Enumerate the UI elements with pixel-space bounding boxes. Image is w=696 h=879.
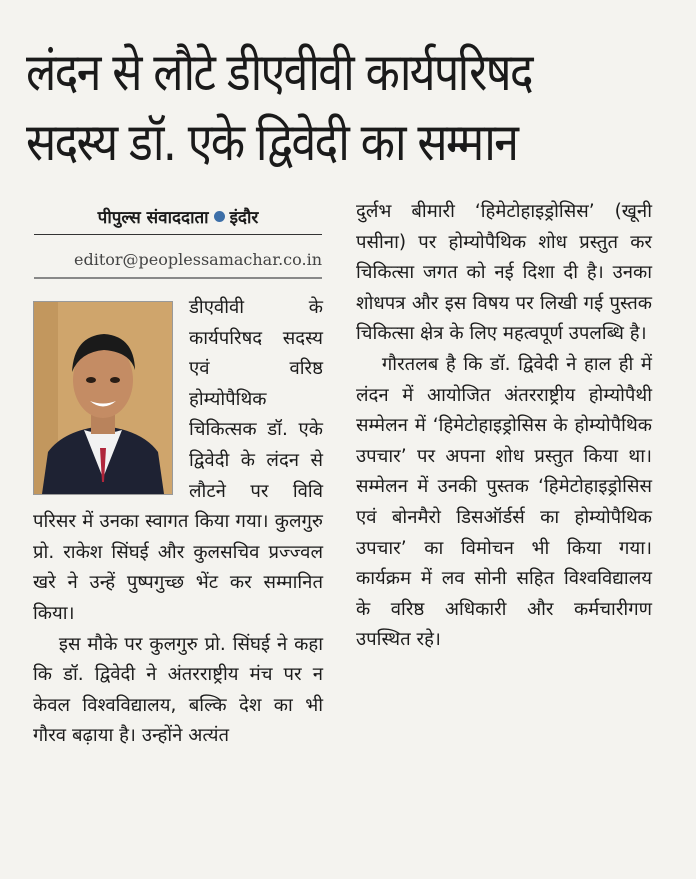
byline-city: इंदौर [229, 208, 259, 228]
email-address: editor@peoplessamachar.co.in [74, 250, 322, 269]
left-column [33, 293, 323, 752]
byline [34, 205, 322, 228]
email-divider [34, 277, 322, 279]
headline-line-1: लंदन से लौटे डीएवीवी कार्यपरिषद [26, 43, 532, 103]
headline-line-2: सदस्य डॉ. एके द्विवेदी का सम्मान [26, 113, 518, 173]
right-column [356, 197, 652, 656]
bullet-dot-icon [214, 211, 225, 222]
byline-reporter: पीपुल्स संवाददाता [97, 208, 209, 228]
byline-divider [34, 234, 322, 235]
right-paragraph-2: गौरतलब है कि डॉ. द्विवेदी ने हाल ही में लंदन में आयोजित अंतरराष्ट्रीय होम्योपैथी सम्मेलन में ‘हिमेटोहाइड्रोसिस के होम्योपैथिक उपचार’ पर अपना शोध प्रस्तुत किया था। सम्मेलन में उनकी पुस्तक ‘हिमेटोहाइड्रोसिस एवं बोनमैरो डिसऑर्डर्स का होम्योपैथिक उपचार’ का विमोचन भी किया गया। कार्यक्रम में लव सोनी सहित विश्वविद्यालय के वरिष्ठ अधिकारी और कर्मचारीगण उपस्थित रहे। [356, 353, 652, 651]
right-paragraph-1: दुर्लभ बीमारी ‘हिमेटोहाइड्रोसिस’ (खूनी पसीना) पर होम्योपैथिक शोध प्रस्तुत कर चिकित्सा जगत को नई दिशा दी है। उनका शोधपत्र और इस विषय पर लिखी गई पुस्तक चिकित्सा क्षेत्र के लिए महत्वपूर्ण उपलब्धि है। [356, 201, 652, 345]
headline [26, 38, 585, 178]
left-paragraph-1: डीएवीवी के कार्यपरिषद सदस्य एवं वरिष्ठ होम्योपैथिक चिकित्सक डॉ. एके द्विवेदी के लंदन से लौटने पर विवि परिसर में उनका स्वागत किया गया। कुलगुरु प्रो. राकेश सिंघई और कुलसचिव प्रज्ज्वल खरे ने उन्हें पुष्पगुच्छ भेंट कर सम्मानित किया। [33, 297, 323, 624]
left-paragraph-2: इस मौके पर कुलगुरु प्रो. सिंघई ने कहा कि डॉ. द्विवेदी ने अंतरराष्ट्रीय मंच पर न केवल विश्वविद्यालय, बल्कि देश का भी गौरव बढ़ाया है। उन्होंने अत्यंत [33, 633, 323, 747]
portrait-photo-icon [34, 302, 172, 494]
portrait-photo [33, 301, 173, 495]
